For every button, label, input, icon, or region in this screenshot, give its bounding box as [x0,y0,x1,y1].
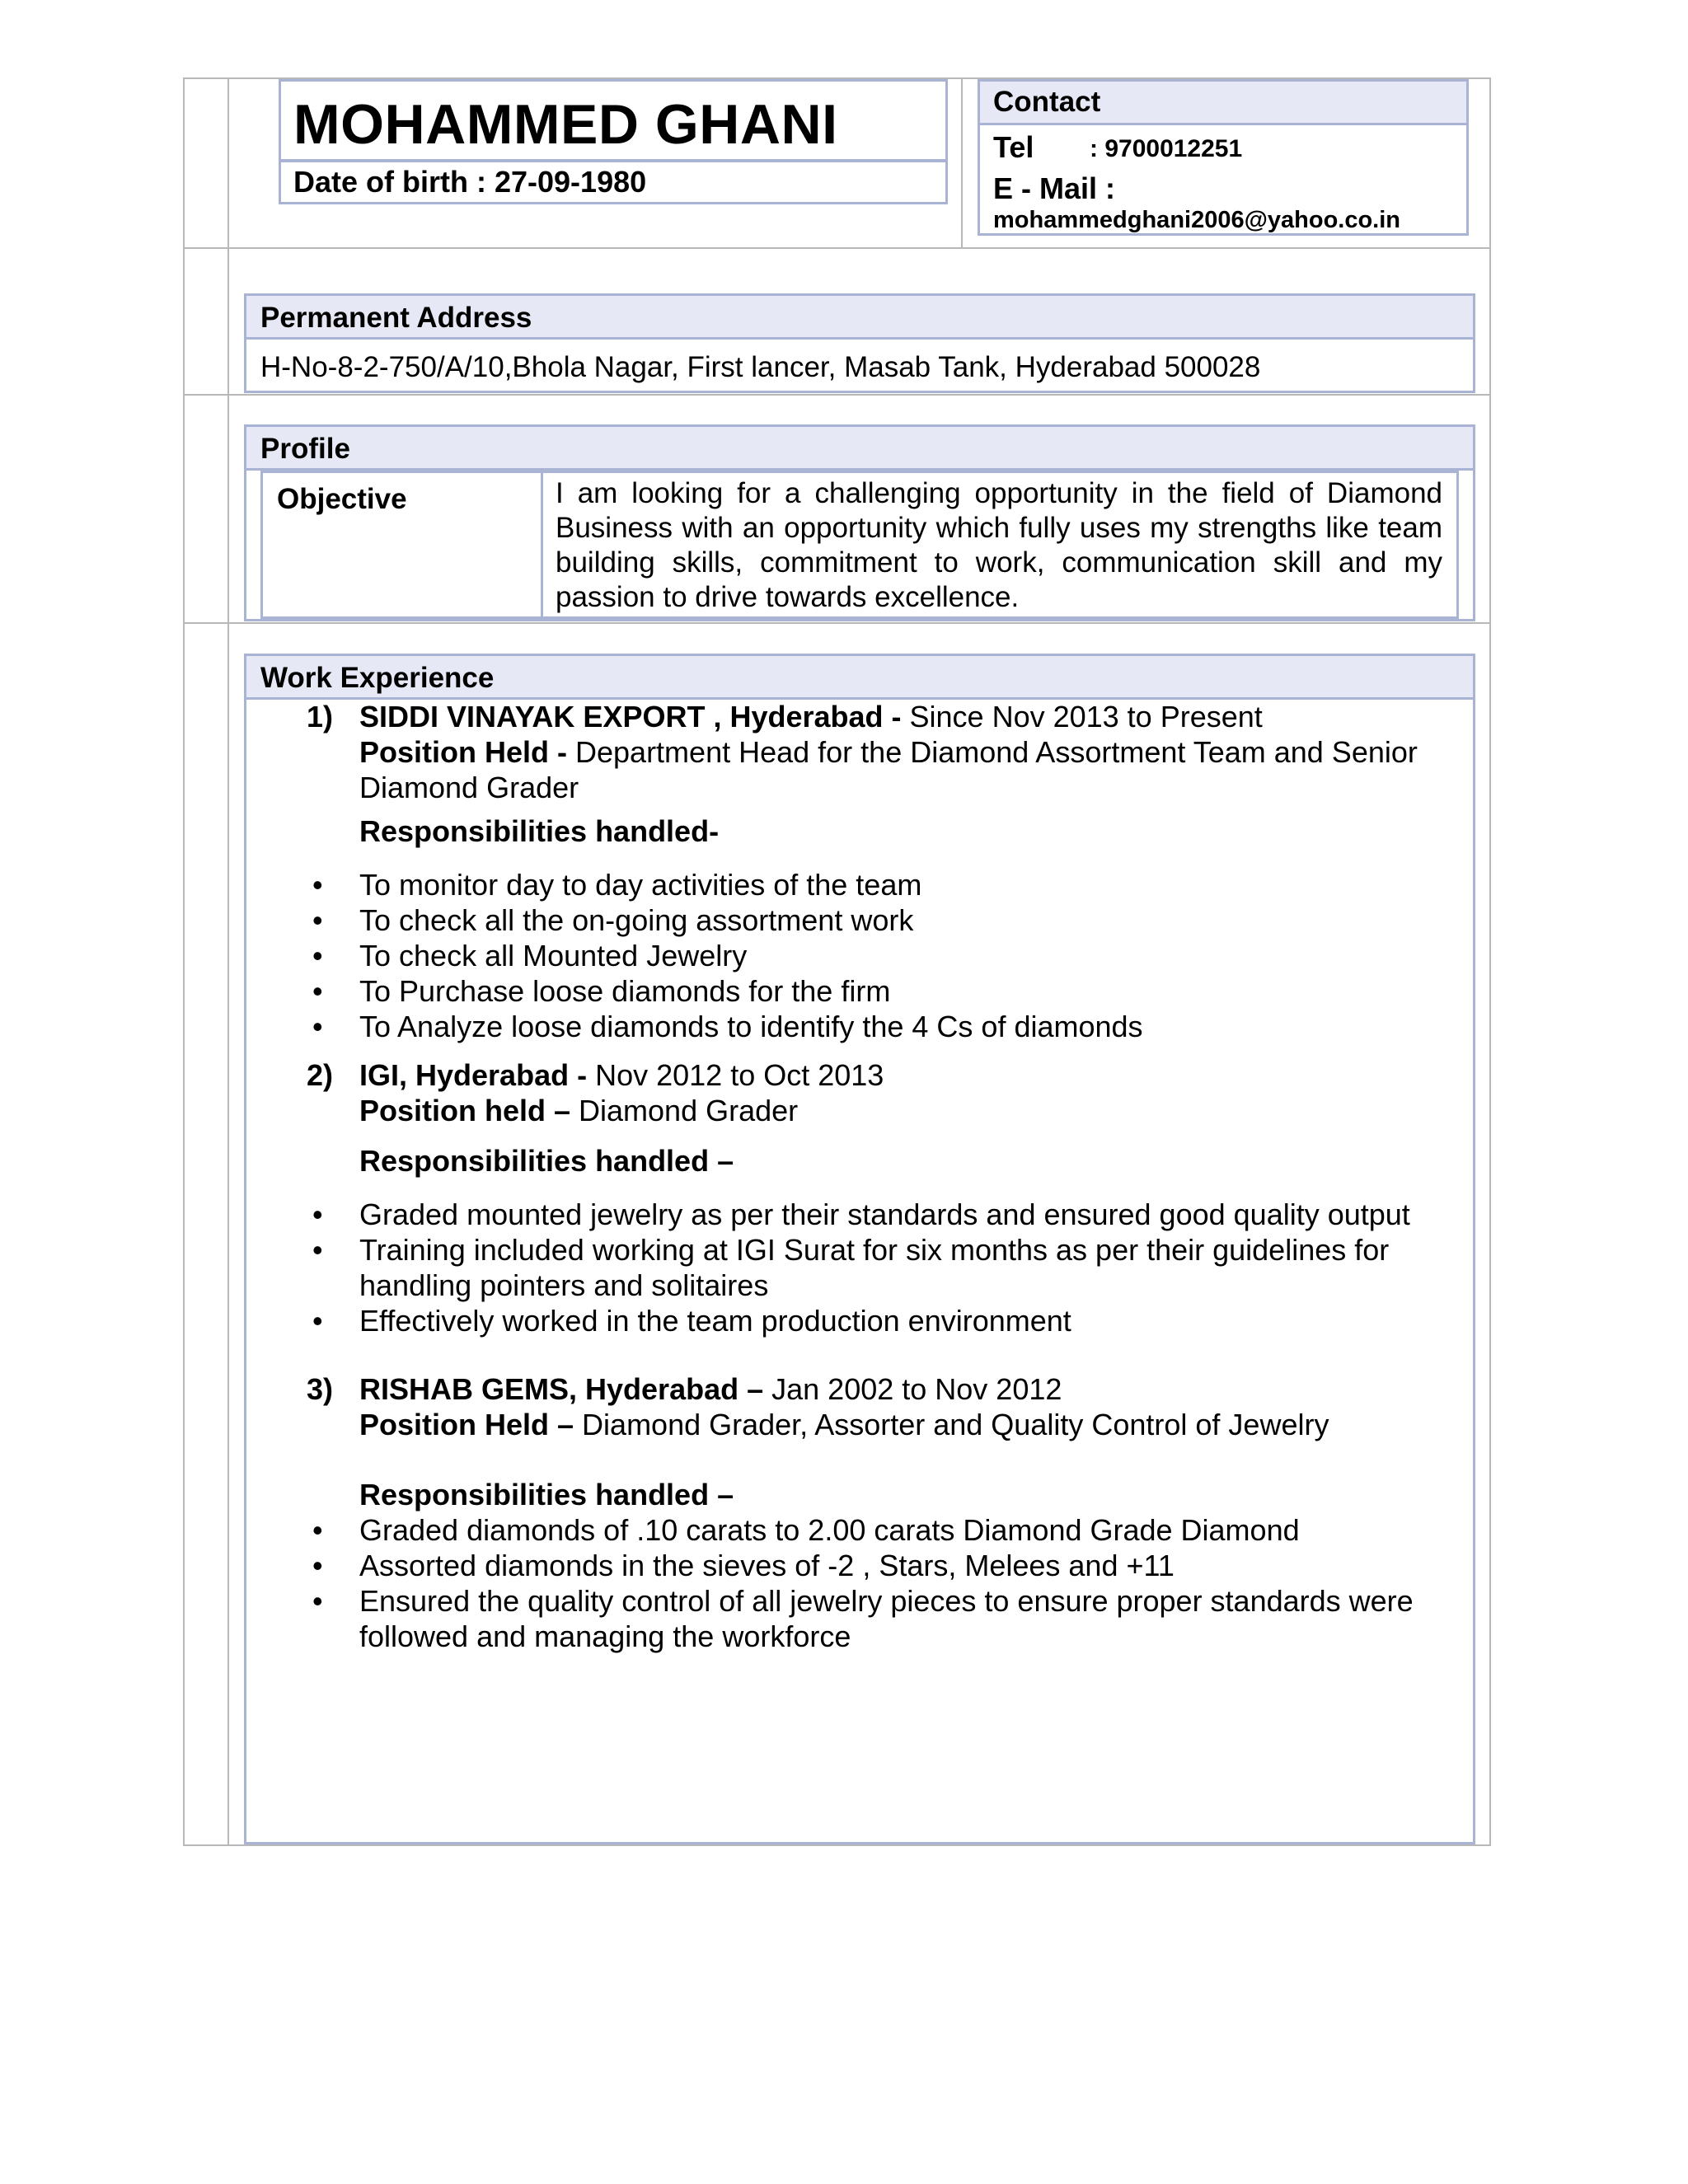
candidate-name: MOHAMMED GHANI [293,93,838,156]
job-position [307,1093,1461,1128]
date-of-birth: Date of birth : 27-09-1980 [293,165,647,199]
position-value: Department Head for the Diamond Assortment Team and Senior Diamond Grader [359,735,1418,804]
job-company: SIDDI VINAYAK EXPORT , Hyderabad - [359,700,902,733]
list-item: • Training included working at IGI Surat for six months as per their guidelines for handling pointers and solitaires [307,1232,1461,1303]
work-experience-list [307,699,1461,1654]
profile-title: Profile [260,433,350,465]
grid-right [1489,77,1491,1846]
responsibilities-list [307,867,1461,1044]
job-entry [307,699,1461,1044]
email-value: mohammedghani2006@yahoo.co.in [993,207,1401,233]
grid-bottom [183,1844,1491,1846]
grid-row-2 [183,394,1491,396]
responsibilities-title: Responsibilities handled – [359,1478,734,1511]
objective-text: I am looking for a challenging opportunity in the field of Diamond Business with an opportunity which fully uses my strengths like team building skills, commitment to work, communication skill and my passion to drive towards excellence. [556,477,1442,613]
job-period: Jan 2002 to Nov 2012 [763,1372,1062,1406]
list-item: • Assorted diamonds in the sieves of -2 , Stars, Melees and +11 [307,1548,1461,1583]
grid-header-divider [961,77,963,247]
job-heading [307,699,1461,734]
job-period: Since Nov 2013 to Present [901,700,1263,733]
responsibilities-list [307,1512,1461,1654]
profile-header [244,424,1475,471]
address-value: H-No-8-2-750/A/10,Bhola Nagar, First lancer, Masab Tank, Hyderabad 500028 [260,351,1261,383]
job-number: 2) [307,1058,334,1092]
grid-left [183,77,185,1846]
job-entry [307,1057,1461,1338]
position-label: Position Held - [359,735,567,769]
job-company: IGI, Hyderabad - [359,1058,588,1092]
job-number: 3) [307,1372,334,1406]
responsibilities-list [307,1197,1461,1338]
job-position [307,734,1461,805]
contact-title: Contact [993,86,1101,118]
job-number: 1) [307,700,334,733]
job-heading [307,1057,1461,1093]
list-item: • Graded mounted jewelry as per their standards and ensured good quality output [307,1197,1461,1232]
position-value: Diamond Grader, Assorter and Quality Control of Jewelry [574,1408,1329,1441]
grid-row-1 [183,247,1491,249]
responsibilities-title: Responsibilities handled- [359,814,720,848]
list-item: • To monitor day to day activities of the team [307,867,1461,902]
tel-value: : 9700012251 [1090,135,1243,162]
list-item: • To check all the on-going assortment work [307,902,1461,938]
work-title: Work Experience [260,662,495,694]
objective-label: Objective [277,483,407,515]
tel-label: Tel [993,130,1034,164]
list-item: • Graded diamonds of .10 carats to 2.00 carats Diamond Grade Diamond [307,1512,1461,1548]
email-label: E - Mail : [993,171,1116,205]
position-value: Diamond Grader [570,1094,799,1127]
list-item: • To Purchase loose diamonds for the firm [307,973,1461,1009]
position-label: Position held – [359,1094,571,1127]
list-item: • To check all Mounted Jewelry [307,938,1461,973]
position-label: Position Held – [359,1408,574,1441]
job-heading [307,1371,1461,1407]
list-item: • To Analyze loose diamonds to identify the 4 Cs of diamonds [307,1009,1461,1044]
grid-row-3 [183,622,1491,624]
job-company: RISHAB GEMS, Hyderabad – [359,1372,764,1406]
job-period: Nov 2012 to Oct 2013 [587,1058,884,1092]
job-entry [307,1371,1461,1654]
list-item: • Ensured the quality control of all jewelry pieces to ensure proper standards were followed and managing the workforce [307,1583,1461,1654]
responsibilities-title: Responsibilities handled – [359,1144,734,1178]
list-item: • Effectively worked in the team production environment [307,1303,1461,1338]
grid-left-inner [227,77,229,1846]
address-title: Permanent Address [260,302,532,334]
job-position [307,1407,1461,1442]
